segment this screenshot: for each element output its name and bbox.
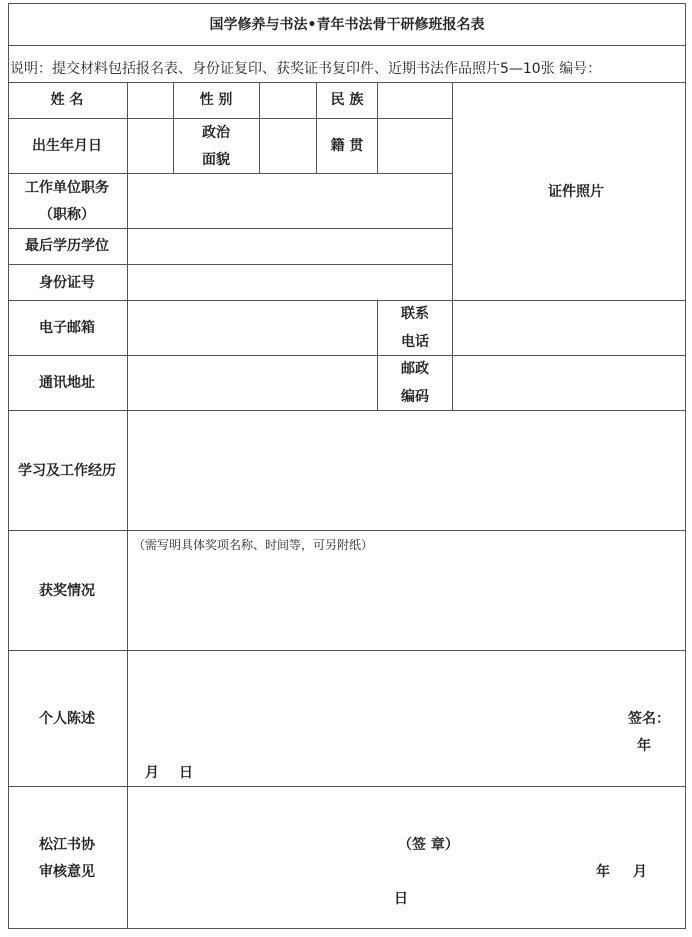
gender-label: 性 别 <box>199 92 233 108</box>
email-field[interactable] <box>128 301 377 355</box>
phone-label-line1: 联系 <box>401 306 429 322</box>
email-label: 电子邮箱 <box>39 320 95 336</box>
awards-label: 获奖情况 <box>39 583 95 599</box>
col-divider-5-lower <box>377 300 378 411</box>
review-year: 年 <box>596 864 610 880</box>
birthdate-label: 出生年月日 <box>32 138 102 154</box>
native-place-label: 籍 贯 <box>330 138 364 154</box>
review-seal: （签 章） <box>398 837 459 853</box>
native-place-field[interactable] <box>378 119 452 173</box>
table-bottom-border <box>8 928 686 929</box>
political-label-line2: 面貌 <box>202 152 230 168</box>
political-field[interactable] <box>260 119 316 173</box>
id-number-label: 身份证号 <box>39 275 95 291</box>
review-label-line2: 审核意见 <box>39 864 95 880</box>
title-row-bottom-border <box>8 45 686 46</box>
statement-month: 月 <box>145 765 159 781</box>
form-title: 国学修养与书法•青年书法骨干研修班报名表 <box>209 17 485 33</box>
review-month: 月 <box>633 864 647 880</box>
table-top-border <box>8 3 686 4</box>
id-number-field[interactable] <box>128 265 452 300</box>
statement-year: 年 <box>637 738 651 754</box>
name-field[interactable] <box>128 83 173 118</box>
postcode-label-line2: 编码 <box>401 389 429 405</box>
statement-label: 个人陈述 <box>39 711 95 727</box>
work-unit-label-line1: 工作单位职务 <box>25 180 109 196</box>
review-day: 日 <box>394 891 408 907</box>
address-field[interactable] <box>128 356 377 410</box>
phone-label-line2: 电话 <box>401 334 429 350</box>
statement-field[interactable] <box>128 651 685 786</box>
political-label-line1: 政治 <box>202 125 230 141</box>
birthdate-field[interactable] <box>128 119 173 173</box>
col-divider-2 <box>173 82 174 174</box>
name-label: 姓 名 <box>50 92 84 108</box>
awards-hint: （需写明具体奖项名称、时间等，可另附纸） <box>133 538 374 552</box>
statement-signature-label: 签名： <box>628 711 670 727</box>
col-divider-4 <box>316 82 317 174</box>
id-photo-label: 证件照片 <box>548 184 604 200</box>
education-field[interactable] <box>128 229 452 264</box>
ethnicity-label: 民 族 <box>330 92 364 108</box>
table-left-border <box>8 3 9 929</box>
review-label-line1: 松江书协 <box>39 837 95 853</box>
gender-field[interactable] <box>260 83 316 118</box>
table-right-border <box>685 3 686 929</box>
ethnicity-field[interactable] <box>378 83 452 118</box>
statement-day: 日 <box>179 765 193 781</box>
work-unit-label-line2: （职称） <box>39 207 95 223</box>
postcode-label-line1: 邮政 <box>401 361 429 377</box>
phone-field[interactable] <box>453 301 685 355</box>
work-unit-field[interactable] <box>128 174 452 228</box>
education-label: 最后学历学位 <box>25 238 109 254</box>
postcode-field[interactable] <box>453 356 685 410</box>
form-note: 说明：提交材料包括报名表、身份证复印、获奖证书复印件、近期书法作品照片5—10张 编号： <box>10 61 602 77</box>
study-work-label: 学习及工作经历 <box>18 463 116 479</box>
study-work-field[interactable] <box>128 411 685 530</box>
address-label: 通讯地址 <box>39 375 95 391</box>
